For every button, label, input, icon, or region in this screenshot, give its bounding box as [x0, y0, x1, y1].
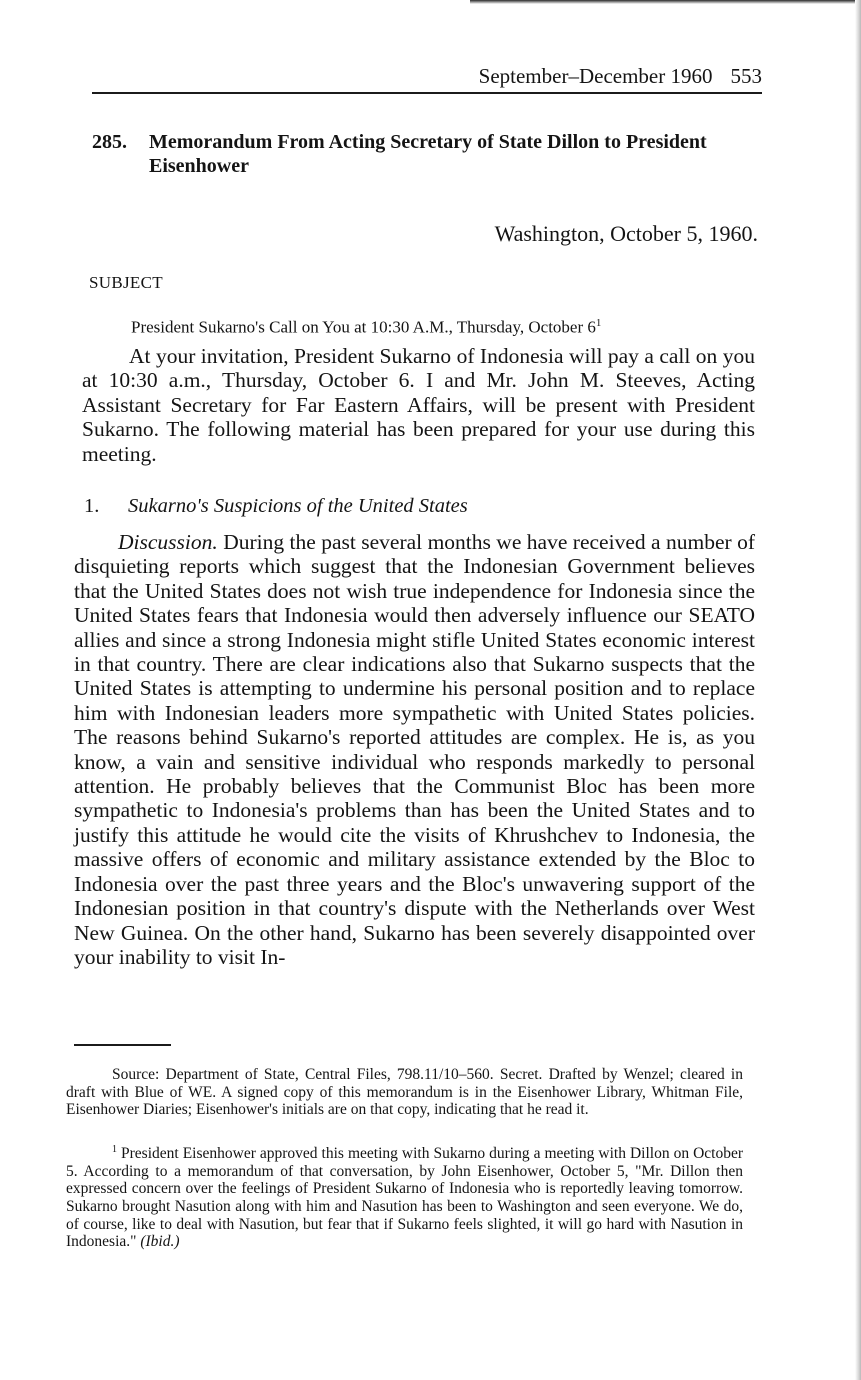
source-note: Source: Department of State, Central Files, 798.11/10–560. Secret. Drafted by Wenzel; cleared in draft with Blue of WE. A signed copy of this memorandum is in the Eisenhower Library, Whitman File, Eisenhower Diaries; Eisenhower's initials are on that copy, indicating that he read it. [66, 1066, 743, 1119]
section-heading [84, 495, 468, 518]
discussion-text: During the past several months we have received a number of disquieting reports which suggest that the Indonesian Government believes that the United States does not wish true independence for Indonesia since the United States fears that Indonesia would then adversely influence our SEATO allies and since a strong Indonesia might stifle United States economic interest in that country. There are clear indications also that Sukarno suspects that the United States is attempting to undermine his personal position and to replace him with Indonesian leaders more sympathetic with United States policies. The reasons behind Sukarno's reported attitudes are complex. He is, as you know, a vain and sensitive individual who responds markedly to personal attention. He probably believes that the Communist Bloc has been more sympathetic to Indonesia's problems than has been the United States and to justify this attitude he would cite the visits of Khrushchev to Indonesia, the massive offers of economic and military assistance extended by the Bloc to Indonesia over the past three years and the Bloc's unwavering support of the Indonesian position in that country's dispute with the Netherlands over West New Guinea. On the other hand, Sukarno has been severely disappointed over your inability to visit In- [74, 530, 756, 969]
footnote-1-citation: (Ibid.) [140, 1233, 180, 1251]
footnote-ref-1: 1 [595, 317, 602, 329]
scan-shadow-edge [855, 0, 861, 1380]
footnote-1-marker: 1 [112, 1144, 117, 1155]
running-head-period: September–December 1960 [478, 64, 713, 88]
subject-text: President Sukarno's Call on You at 10:30 A.M., Thursday, October 6 [131, 317, 596, 337]
running-head [92, 62, 762, 94]
document-title: Memorandum From Acting Secretary of State Dillon to President Eisenhower [149, 131, 707, 177]
footnote-1 [66, 1141, 743, 1251]
document-heading [92, 130, 752, 178]
discussion-label: Discussion. [118, 530, 218, 554]
intro-paragraph: At your invitation, President Sukarno of Indonesia will pay a call on you at 10:30 a.m., Thursday, October 6. I and Mr. John M. Steeves, Acting Assistant Secretary for Far Eastern Affairs, will be present with President Sukarno. The following material has been prepared for your use during this meeting. [82, 344, 755, 466]
subject-line [131, 312, 601, 339]
discussion-paragraph [74, 530, 755, 969]
section-title: Sukarno's Suspicions of the United States [128, 495, 468, 517]
document-number: 285. [92, 131, 127, 153]
subject-label: SUBJECT [89, 273, 163, 292]
dateline: Washington, October 5, 1960. [494, 221, 758, 246]
scan-shadow-top [470, 0, 861, 4]
page-number: 553 [730, 64, 762, 88]
footnote-1-text: President Eisenhower approved this meeting with Sukarno during a meeting with Dillon on October 5. According to a memorandum of that conversation, by John Eisenhower, October 5, "Mr. Dillon then expressed concern over the feelings of President Sukarno of Indonesia who is reportedly leaving tomorrow. Sukarno brought Nasution along with him and Nasution has been to Washington and seen everyone. We do, of course, like to deal with Nasution, but fear that if Sukarno feels slighted, it will go hard with Nasution in Indonesia." [66, 1145, 744, 1251]
footnote-divider [74, 1044, 171, 1046]
section-number: 1. [84, 495, 100, 517]
